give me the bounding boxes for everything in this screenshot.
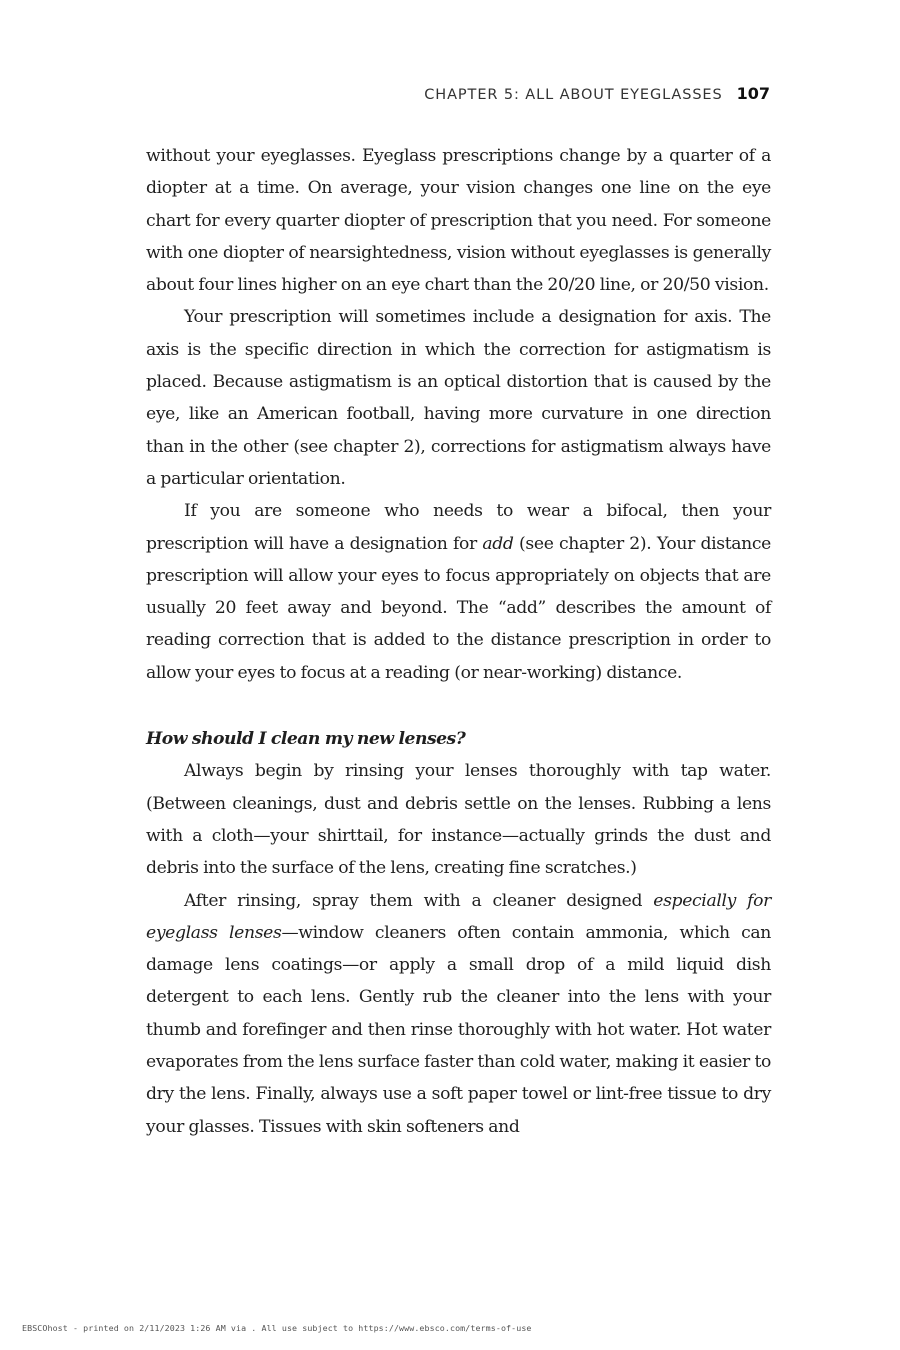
paragraph-bifocal — [146, 495, 771, 689]
paragraph-axis: Your prescription will sometimes include a designation for axis. The axis is the specific direction in which the correction for astigmatism is placed. Because astigmatism is an optical distortion that is caused by the eye, like an American football, having more curvature in one direction than in the other (see chapter 2), corrections for astigmatism always have a particular orientation. — [146, 307, 771, 489]
body-text — [146, 140, 771, 1143]
paragraph-cleaning-text-2: —window cleaners often contain ammonia, which can damage lens coatings—or apply a small drop of a mild liquid dish detergent to each lens. Gently rub the cleaner into the lens with your thumb and forefinger and then rinse thoroughly with hot water. Hot water evaporates from the lens surface faster than cold water, making it easier to dry the lens. Finally, always use a soft paper towel or lint-free tissue to dry your glasses. Tissues with skin softeners and — [146, 922, 771, 1137]
paragraph-cleaning-text-1: After rinsing, spray them with a cleaner designed — [184, 890, 654, 911]
page-number: 107 — [736, 84, 770, 103]
paragraph-rinsing: Always begin by rinsing your lenses thoroughly with tap water. (Between cleanings, dust and debris settle on the lenses. Rubbing a lens with a cloth—your shirttail, for instance—actually grinds the dust and debris into the surface of the lens, creating fine scratches.) — [146, 761, 771, 879]
paragraph-cleaning-emphasis: especially for eyeglass lenses — [146, 890, 771, 943]
paragraph-bifocal-emphasis: add — [482, 533, 514, 554]
paragraph-bifocal-text-2: (see chapter 2). Your distance prescription will allow your eyes to focus appropriately on objects that are usually 20 feet away and beyond. The “add” describes the amount of reading correction that is added to the distance prescription in order to allow your eyes to focus at a reading (or near-working) distance. — [146, 533, 771, 683]
paragraph-bifocal-text-1: If you are someone who needs to wear a bifocal, then your prescription will have a designation for — [146, 501, 771, 554]
chapter-title: CHAPTER 5: ALL ABOUT EYEGLASSES — [424, 87, 723, 103]
paragraph-cleaning — [146, 885, 771, 1143]
running-head — [424, 84, 770, 103]
section-heading: How should I clean my new lenses? — [146, 729, 466, 750]
print-footer: EBSCOhost - printed on 2/11/2023 1:26 AM via . All use subject to https://www.ebsco.com/terms-of-use — [22, 1323, 532, 1333]
paragraph-continued: without your eyeglasses. Eyeglass prescriptions change by a quarter of a diopter at a time. On average, your vision changes one line on the eye chart for every quarter diopter of prescription that you need. For someone with one diopter of nearsightedness, vision without eyeglasses is generally about four lines higher on an eye chart than the 20/20 line, or 20/50 vision. — [146, 146, 771, 296]
